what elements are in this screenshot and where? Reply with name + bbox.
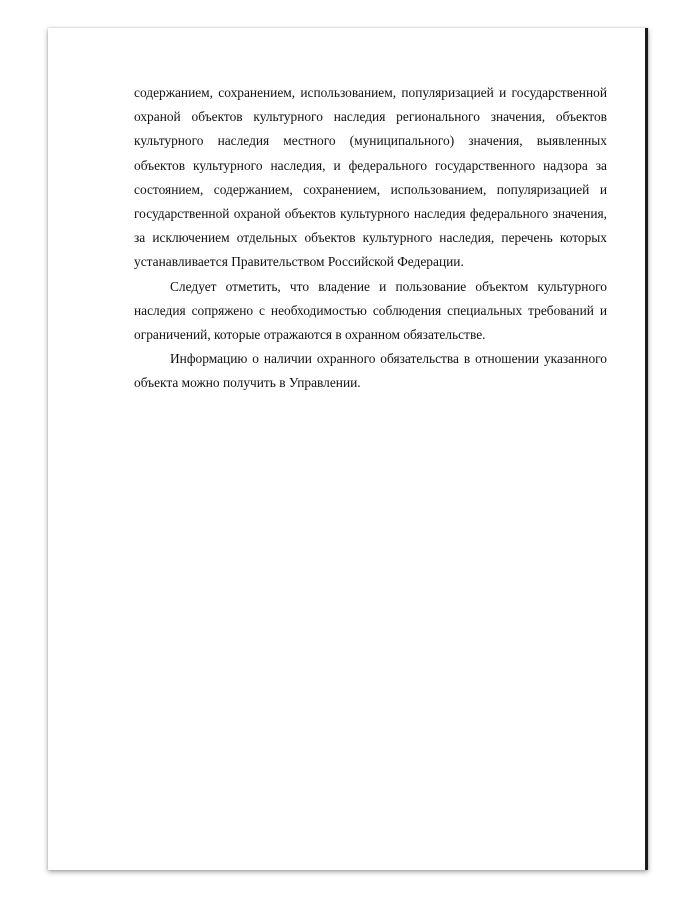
document-page [48, 28, 648, 870]
paragraph-requirements: Следует отметить, что владение и пользование объектом культурного наследия сопряжено с необходимостью соблюдения специальных требований и ограничений, которые отражаются в охранном обязательстве. [134, 278, 607, 343]
paragraph-information: Информацию о наличии охранного обязательства в отношении указанного объекта можно получить в Управлении. [134, 351, 607, 391]
paragraph-continuation: содержанием, сохранением, использованием, популяризацией и государственной охраной объектов культурного наследия регионального значения, объектов культурного наследия местного (муниципального) значения, выявленных объектов культурного наследия, и федерального государственного надзора за состоянием, содержанием, сохранением, использованием, популяризацией и государственной охраной объектов культурного наследия федерального значения, за исключением отдельных объектов культурного наследия, перечень которых устанавливается Правительством Российской Федерации. [134, 85, 607, 270]
page-body-text [134, 81, 607, 396]
